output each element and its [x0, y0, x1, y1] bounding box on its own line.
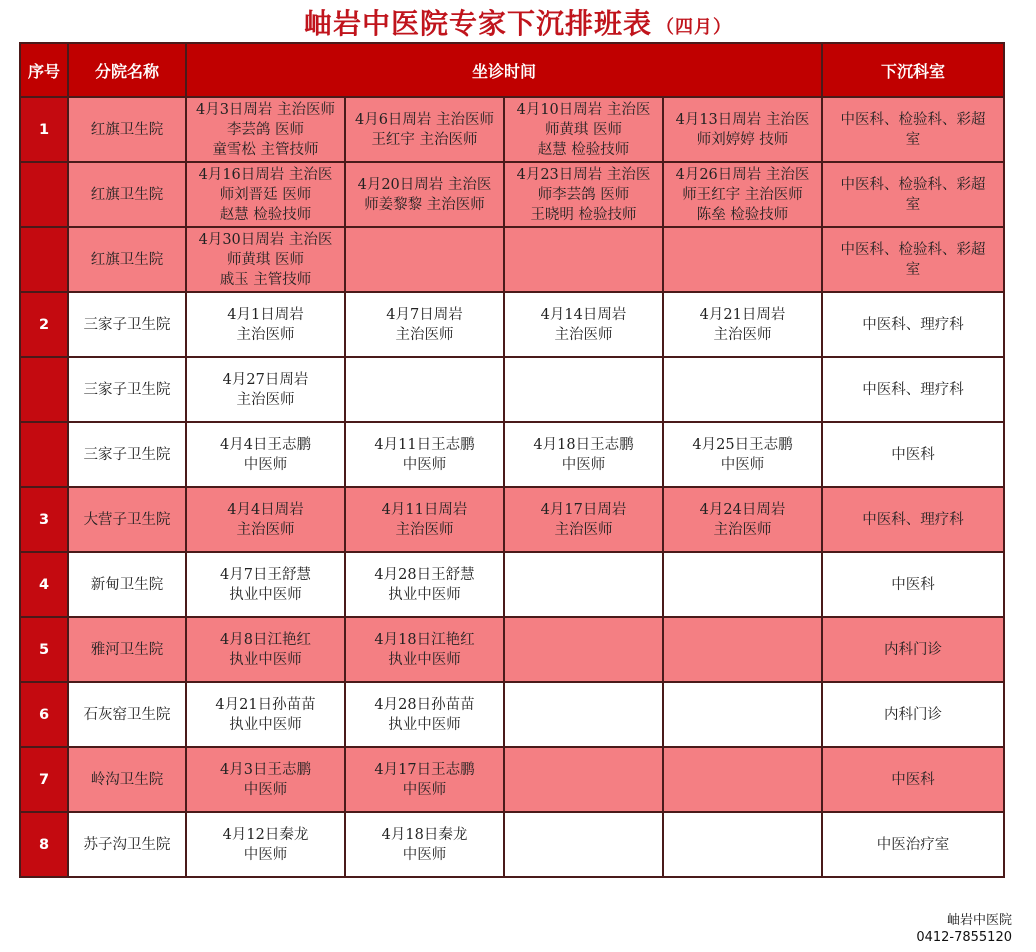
row-seq: 4 [20, 552, 68, 617]
schedule-slot [504, 227, 663, 292]
slot-line: 4月17日周岩 [540, 501, 627, 518]
schedule-slot [663, 357, 822, 422]
dept-line: 中医科 [891, 771, 935, 788]
slot-line: 师王红宇 主治医师 [682, 186, 803, 203]
slot-line: 4月26日周岩 主治医 [675, 166, 810, 183]
row-dept [822, 162, 1004, 227]
dept-line: 室 [905, 196, 921, 213]
schedule-table [19, 42, 1005, 878]
page-title [0, 4, 1036, 44]
header-seq: 序号 [20, 43, 68, 97]
slot-line: 4月11日周岩 [381, 501, 468, 518]
slot-line: 4月14日周岩 [540, 306, 627, 323]
slot-line: 主治医师 [395, 521, 454, 538]
schedule-slot [186, 487, 345, 552]
table-row [20, 292, 1004, 357]
header-schedule: 坐诊时间 [186, 43, 822, 97]
schedule-slot [663, 747, 822, 812]
slot-line: 4月10日周岩 主治医 [516, 101, 651, 118]
table-row [20, 97, 1004, 162]
slot-line: 执业中医师 [229, 586, 302, 603]
slot-line: 中医师 [402, 456, 447, 473]
table-row [20, 682, 1004, 747]
row-branch: 红旗卫生院 [68, 227, 186, 292]
slot-line: 赵慧 检验技师 [537, 141, 630, 158]
slot-line: 师黄琪 医师 [544, 121, 623, 138]
schedule-slot [345, 617, 504, 682]
slot-line: 执业中医师 [388, 716, 461, 733]
slot-line: 4月3日周岩 主治医师 [195, 101, 336, 118]
slot-line: 4月7日王舒慧 [220, 566, 311, 583]
header-branch: 分院名称 [68, 43, 186, 97]
schedule-slot [186, 812, 345, 877]
dept-line: 中医科、理疗科 [862, 316, 964, 333]
table-row [20, 812, 1004, 877]
row-dept [822, 292, 1004, 357]
schedule-body [20, 97, 1004, 877]
slot-line: 4月12日秦龙 [222, 826, 309, 843]
schedule-slot [345, 97, 504, 162]
schedule-slot [345, 682, 504, 747]
schedule-slot [186, 162, 345, 227]
dept-line: 中医科、理疗科 [862, 381, 964, 398]
schedule-slot [663, 812, 822, 877]
schedule-slot [504, 357, 663, 422]
dept-line: 内科门诊 [884, 641, 943, 658]
slot-line: 4月8日江艳红 [220, 631, 311, 648]
row-branch: 红旗卫生院 [68, 162, 186, 227]
slot-line: 童雪松 主管技师 [212, 141, 319, 158]
schedule-slot [345, 227, 504, 292]
slot-line: 4月28日孙苗苗 [374, 696, 475, 713]
slot-line: 4月27日周岩 [222, 371, 309, 388]
slot-line: 中医师 [561, 456, 606, 473]
schedule-slot [504, 682, 663, 747]
slot-line: 4月24日周岩 [699, 501, 786, 518]
slot-line: 4月30日周岩 主治医 [198, 231, 333, 248]
row-dept [822, 227, 1004, 292]
slot-line: 4月21日孙苗苗 [215, 696, 316, 713]
table-row [20, 487, 1004, 552]
schedule-slot [663, 292, 822, 357]
slot-line: 4月4日王志鹏 [220, 436, 311, 453]
row-seq [20, 227, 68, 292]
header-dept: 下沉科室 [822, 43, 1004, 97]
row-branch: 三家子卫生院 [68, 357, 186, 422]
slot-line: 陈垒 检验技师 [696, 206, 789, 223]
schedule-slot [504, 487, 663, 552]
slot-line: 执业中医师 [229, 716, 302, 733]
dept-line: 室 [905, 131, 921, 148]
slot-line: 赵慧 检验技师 [219, 206, 312, 223]
table-row [20, 357, 1004, 422]
slot-line: 4月20日周岩 主治医 [357, 176, 492, 193]
title-month: （四月） [656, 17, 732, 38]
dept-line: 中医科、检验科、彩超 [840, 111, 986, 128]
schedule-slot [345, 487, 504, 552]
row-seq [20, 357, 68, 422]
slot-line: 主治医师 [713, 521, 772, 538]
slot-line: 中医师 [402, 781, 447, 798]
row-branch: 三家子卫生院 [68, 422, 186, 487]
schedule-slot [504, 162, 663, 227]
table-row [20, 162, 1004, 227]
header-row [20, 43, 1004, 97]
schedule-slot [663, 227, 822, 292]
row-seq [20, 162, 68, 227]
dept-line: 中医科、检验科、彩超 [840, 176, 986, 193]
dept-line: 中医科、检验科、彩超 [840, 241, 986, 258]
schedule-slot [504, 747, 663, 812]
row-branch: 岭沟卫生院 [68, 747, 186, 812]
schedule-slot [186, 747, 345, 812]
slot-line: 主治医师 [713, 326, 772, 343]
slot-line: 师刘婷婷 技师 [696, 131, 789, 148]
schedule-slot [186, 552, 345, 617]
footer-watermark [916, 912, 1012, 946]
slot-line: 4月18日江艳红 [374, 631, 475, 648]
schedule-slot [345, 162, 504, 227]
schedule-slot [504, 292, 663, 357]
slot-line: 中医师 [402, 846, 447, 863]
dept-line: 内科门诊 [884, 706, 943, 723]
schedule-slot [186, 422, 345, 487]
schedule-slot [504, 97, 663, 162]
slot-line: 主治医师 [395, 326, 454, 343]
row-branch: 新甸卫生院 [68, 552, 186, 617]
slot-line: 李芸鸽 医师 [226, 121, 305, 138]
schedule-slot [663, 682, 822, 747]
table-row [20, 747, 1004, 812]
slot-line: 中医师 [243, 456, 288, 473]
slot-line: 执业中医师 [388, 651, 461, 668]
schedule-slot [345, 812, 504, 877]
slot-line: 中医师 [720, 456, 765, 473]
slot-line: 4月28日王舒慧 [374, 566, 475, 583]
slot-line: 执业中医师 [229, 651, 302, 668]
slot-line: 师黄琪 医师 [226, 251, 305, 268]
schedule-slot [663, 552, 822, 617]
slot-line: 师刘晋廷 医师 [219, 186, 312, 203]
footer-name: 岫岩中医院 [946, 913, 1012, 928]
title-main: 岫岩中医院专家下沉排班表 [303, 7, 652, 40]
slot-line: 执业中医师 [388, 586, 461, 603]
slot-line: 4月13日周岩 主治医 [675, 111, 810, 128]
row-dept [822, 682, 1004, 747]
row-branch: 苏子沟卫生院 [68, 812, 186, 877]
slot-line: 师李芸鸽 医师 [537, 186, 630, 203]
schedule-slot [504, 552, 663, 617]
slot-line: 主治医师 [236, 521, 295, 538]
row-branch: 石灰窑卫生院 [68, 682, 186, 747]
slot-line: 戚玉 主管技师 [219, 271, 312, 288]
schedule-slot [345, 747, 504, 812]
row-branch: 红旗卫生院 [68, 97, 186, 162]
schedule-slot [345, 292, 504, 357]
schedule-slot [663, 97, 822, 162]
row-dept [822, 747, 1004, 812]
slot-line: 中医师 [243, 846, 288, 863]
slot-line: 4月6日周岩 主治医师 [354, 111, 495, 128]
dept-line: 中医科 [891, 576, 935, 593]
slot-line: 4月1日周岩 [227, 306, 304, 323]
footer-phone: 0412-7855120 [916, 930, 1012, 945]
table-row [20, 227, 1004, 292]
slot-line: 4月18日秦龙 [381, 826, 468, 843]
slot-line: 中医师 [243, 781, 288, 798]
slot-line: 4月16日周岩 主治医 [198, 166, 333, 183]
row-dept [822, 422, 1004, 487]
slot-line: 主治医师 [554, 521, 613, 538]
schedule-slot [663, 617, 822, 682]
slot-line: 4月17日王志鹏 [374, 761, 475, 778]
row-dept [822, 487, 1004, 552]
row-seq [20, 422, 68, 487]
slot-line: 主治医师 [236, 326, 295, 343]
table-row [20, 617, 1004, 682]
dept-line: 中医科、理疗科 [862, 511, 964, 528]
row-seq: 6 [20, 682, 68, 747]
row-branch: 雅河卫生院 [68, 617, 186, 682]
row-seq: 2 [20, 292, 68, 357]
schedule-slot [504, 812, 663, 877]
row-branch: 大营子卫生院 [68, 487, 186, 552]
slot-line: 主治医师 [236, 391, 295, 408]
slot-line: 4月18日王志鹏 [533, 436, 634, 453]
schedule-slot [345, 422, 504, 487]
slot-line: 4月7日周岩 [386, 306, 463, 323]
schedule-slot [186, 97, 345, 162]
schedule-slot [663, 422, 822, 487]
slot-line: 师姜黎黎 主治医师 [364, 196, 485, 213]
row-dept [822, 552, 1004, 617]
row-seq: 1 [20, 97, 68, 162]
row-dept [822, 97, 1004, 162]
schedule-slot [663, 162, 822, 227]
dept-line: 室 [905, 261, 921, 278]
table-row [20, 552, 1004, 617]
schedule-slot [504, 617, 663, 682]
row-seq: 8 [20, 812, 68, 877]
dept-line: 中医治疗室 [876, 836, 950, 853]
schedule-slot [186, 227, 345, 292]
slot-line: 4月4日周岩 [227, 501, 304, 518]
slot-line: 王晓明 检验技师 [530, 206, 637, 223]
row-seq: 3 [20, 487, 68, 552]
schedule-slot [186, 617, 345, 682]
row-seq: 5 [20, 617, 68, 682]
dept-line: 中医科 [891, 446, 935, 463]
schedule-slot [504, 422, 663, 487]
table-row [20, 422, 1004, 487]
row-dept [822, 357, 1004, 422]
slot-line: 4月21日周岩 [699, 306, 786, 323]
schedule-slot [663, 487, 822, 552]
slot-line: 主治医师 [554, 326, 613, 343]
slot-line: 王红宇 主治医师 [371, 131, 478, 148]
row-branch: 三家子卫生院 [68, 292, 186, 357]
row-seq: 7 [20, 747, 68, 812]
slot-line: 4月23日周岩 主治医 [516, 166, 651, 183]
schedule-slot [345, 357, 504, 422]
schedule-slot [345, 552, 504, 617]
slot-line: 4月11日王志鹏 [374, 436, 475, 453]
schedule-slot [186, 682, 345, 747]
slot-line: 4月3日王志鹏 [220, 761, 311, 778]
row-dept [822, 617, 1004, 682]
schedule-slot [186, 292, 345, 357]
row-dept [822, 812, 1004, 877]
slot-line: 4月25日王志鹏 [692, 436, 793, 453]
schedule-slot [186, 357, 345, 422]
